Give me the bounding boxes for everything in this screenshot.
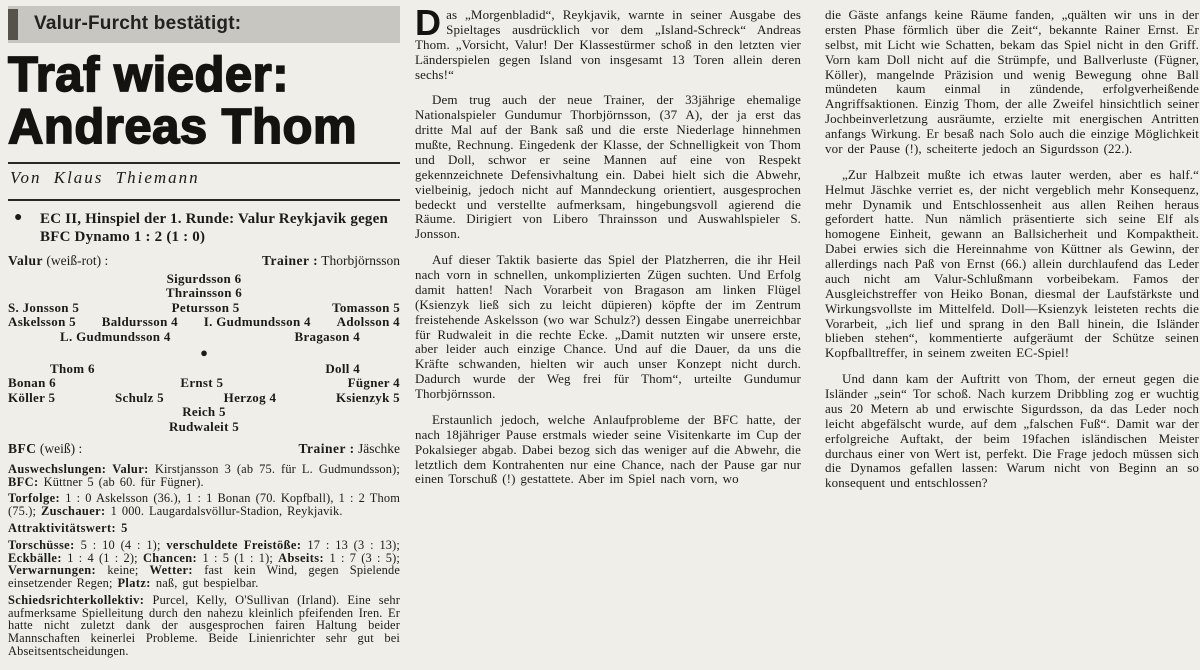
bfc-colors: (weiß) : [39, 440, 83, 456]
valur-ratings [8, 272, 400, 344]
article-paragraph: Und dann kam der Auftritt von Thom, der erneut gegen die Isländer „sein“ Tor schoß. Nach kurzem Dribbling zog er wuchtig aus 20 Metern ab und erwischte Sigurdsson, da das Leder noch leicht abgefälscht wurde, auf dem „falschen Fuß“. Damit war der erfolgreiche Auftakt, der beim 19fachen isländischen Meister durchaus einer von Wert ist, perfekt. Die Frage jedoch müssen sich die Dynamos gefallen lassen: Warum nicht von Beginn an so konsequent und entschlossen? [825, 371, 1199, 491]
bfc-label: BFC [8, 440, 37, 456]
player-rating: Petursson 5 [171, 299, 240, 315]
player-rating: Sigurdsson 6 [166, 270, 242, 286]
article-paragraph: Das „Morgenbladid“, Reykjavik, warnte in seiner Ausgabe des Spieltages ausdrücklich vor dem „Island-Schreck“ Andreas Thom. „Vorsicht, Valur! Der Klassestürmer schoß in den letzten vier Länderspielen gegen Island von insgesamt 13 Toren allein deren sechs!“ [415, 2, 801, 82]
player-rating: Ksienzyk 5 [335, 389, 400, 405]
player-rating: Köller 5 [8, 389, 56, 405]
bfc-row [8, 362, 400, 376]
player-rating: L. Gudmundsson 4 [60, 328, 171, 344]
stat-substitutions: Auswechslungen: Valur: Kirstjansson 3 (ab 75. für L. Gudmundsson); BFC: Küttner 5 (ab 60. für Fügner). [8, 461, 400, 489]
stat-figures: Torschüsse: 5 : 10 (4 : 1); verschuldete Freistöße: 17 : 13 (3 : 13); Eckbälle: 1 : 4 (1 : 2); Chancen: 1 : 5 (1 : 1); Abseits: 1 : 7 (3 : 5); Verwarnungen: keine; Wetter: fast kein Wind, gegen Spielende einsetzender Regen; Platz: naß, gut bespielbar. [8, 537, 401, 591]
player-rating: Schulz 5 [114, 389, 164, 405]
left-column [8, 6, 400, 670]
player-rating: Fügner 4 [347, 375, 400, 391]
bfc-row [8, 391, 400, 405]
trainer-label: Trainer : [298, 440, 355, 456]
player-rating: Baldursson 4 [101, 314, 178, 330]
player-rating: Reich 5 [182, 404, 226, 420]
scan-edge-mark [8, 9, 18, 40]
rule-bottom [8, 199, 400, 201]
headline-line-1: Traf wieder: [8, 48, 290, 102]
bfc-team-line [8, 441, 400, 457]
valur-team-line [8, 253, 400, 269]
match-header-text: EC II, Hinspiel der 1. Runde: Valur Reykjavik gegen BFC Dynamo 1 : 2 (1 : 0) [40, 210, 389, 245]
valur-row [8, 301, 400, 315]
player-rating: Thom 6 [50, 360, 95, 376]
valur-row [8, 315, 400, 329]
bfc-row [8, 405, 400, 419]
player-rating: I. Gudmundsson 4 [203, 314, 311, 330]
article-paragraph: Erstaunlich jedoch, welche Anlaufprobleme der BFC hatte, der nach 18jähriger Pause erstmals wieder seine Visitenkarte im Cup der Pokalsieger abgab. Dabei bezog sich das weniger auf die Abwehr, die letztlich dem Kontrahenten nur eine Chance, nach der Pause gar nur einen Torschuß (!) gestattete. Aber im Spiel nach vorn, wo [415, 411, 801, 487]
valur-colors: (weiß-rot) : [46, 252, 109, 268]
article-paragraph: „Zur Halbzeit mußte ich etwas lauter werden, aber es half.“ Helmut Jäschke verriet es, der nicht vergeblich mehr Konsequenz, mehr Dynamik und Entschlossenheit aus allen Reihen heraus gefordert hatte. Nun nämlich präsentierte sich seine Elf als homogene Einheit, gewann an Ballsicherheit und Kompaktheit. Dabei erwies sich die Hereinnahme von Küttner als Gewinn, der allerdings nach Paß von Ernst (66.) allein durchlaufend das Leder auch nicht am Valur-Schlußmann vorbeibekam. Famos der Ausgleichstreffer von Heiko Bonan, diesmal der Laufstärkste und Wirkungsvollste im Mittelfeld. Doll—Ksienzyk leisteten rechts die Vorarbeit, „ich lief und sprang in den Ball hinein, die Isländer blieben stehen“, kommentierte aufgeräumt der Schütze seinen Kopfballtreffer, in seinem zweiten EC-Spiel! [825, 166, 1199, 361]
player-rating: Bonan 6 [8, 375, 56, 391]
player-rating: Askelsson 5 [8, 314, 76, 330]
bfc-ratings [8, 362, 400, 434]
trainer-label: Trainer : [261, 252, 319, 268]
valur-row [8, 272, 400, 286]
bfc-trainer-name: Jäschke [358, 440, 400, 456]
valur-row [8, 286, 400, 300]
bullet-icon: ● [14, 209, 23, 225]
article-paragraph: die Gäste anfangs keine Räume fanden, „quälten wir uns in der ersten Phase förmlich über die Zeit“, bekannte Rainer Ernst. Er selbst, mit Licht wie Schatten, bekam das Spiel nicht in den Griff. Vorn kam Doll nicht auf die Strümpfe, und Ballverluste (Fügner, Köller), mangelnde Präzision und wenig Bewegung ohne Ball mündeten kaum einmal in zündende, erfolgverheißende Angriffsaktionen. Einzig Thom, der alle Zweifel hinsichtlich seiner Jochbeinverletzung ausräumte, erzielte mit energischen Antritten anfangs Wirkung. Er besaß nach Solo auch die einzige Möglichkeit vor der Pause (!), scheiterte jedoch an Sigurdsson (22.). [825, 7, 1199, 156]
stat-referees: Schiedsrichterkollektiv: Purcel, Kelly, O'Sullivan (Irland). Eine sehr aufmerksame Spielleitung durch den nahezu kleinlich pfeifenden Iren. Er hatte nicht zuletzt dank der ausgesprochen fairen Haltung beider Mannschaften keinerlei Probleme. Beide Linienrichter sehr gut bei Abseitsentscheidungen. [8, 592, 401, 658]
headline [8, 50, 400, 154]
valur-label: Valur [8, 252, 44, 268]
headline-line-2: Andreas Thom [8, 99, 358, 154]
team-separator-icon: ● [200, 344, 208, 360]
stat-attractiveness: Attraktivitätswert: 5 [8, 521, 128, 535]
drop-cap: D [415, 2, 442, 43]
byline: Von Klaus Thiemann [10, 167, 200, 187]
player-rating: S. Jonsson 5 [8, 299, 80, 315]
article-paragraph: Auf dieser Taktik basierte das Spiel der Platzherren, die ihr Heil nach vorn in schnellen, unkomplizierten Zügen suchten. Und Erfolg damit hatten! Nach Vorarbeit von Bragason am linken Flügel (Ksienzyk ließ sich zu leicht düpieren) köpfte der im Zentrum freistehende Askelsson (wo war Schulz?) dessen Eingabe unerreichbar für Rudwaleit in die rechte Ecke. „Damit nutzten wir unsere erste, aber leider auch einzige Chance. Und auf die Dauer, da uns die Kräfte schwanden, hielten wir auch unser Konzept nicht durch. Dadurch wurde der Weg frei für Thom“, urteilte Gundumur Thorbjörnsson. [415, 252, 801, 401]
article-column-2 [825, 6, 1199, 670]
player-rating: Bragason 4 [294, 328, 360, 344]
player-rating: Tomasson 5 [332, 299, 400, 315]
stat-goals: Torfolge: 1 : 0 Askelsson (36.), 1 : 1 Bonan (70. Kopfball), 1 : 2 Thom (75.); Zuschauer: 1 000. Laugardalsvöllur-Stadion, Reykjavik. [8, 491, 400, 519]
player-rating: Thrainsson 6 [165, 285, 243, 301]
player-rating: Ernst 5 [180, 375, 224, 391]
bfc-row [8, 420, 400, 434]
player-rating: Herzog 4 [223, 389, 277, 405]
player-rating: Adolsson 4 [336, 314, 400, 330]
article-paragraph: Dem trug auch der neue Trainer, der 33jährige ehemalige Nationalspieler Gundumur Thorbjörnsson, (37 A), der ja erst das dritte Mal auf der Bank saß und die erste Niederlage hinnehmen mußte, Rechnung. Eingedenk der Klasse, der Schnelligkeit von Thom und Doll, schwor er seine Mannen auf eine von Respekt gekennzeichnete Defensivhaltung ein. Dabei hielt sich die Abwehr, vielbeinig, jedoch nicht auf Manndeckung orientiert, ausgesprochen bedeckt und verstellte aufmerksam, hingebungsvoll agierend die Räume. Dirigiert von Libero Thrainsson und Auswahlspieler S. Jonsson. [415, 92, 801, 242]
match-stats [8, 463, 400, 658]
match-header [8, 210, 400, 246]
kicker-banner [8, 6, 400, 43]
player-rating: Rudwaleit 5 [168, 418, 240, 434]
valur-row [8, 330, 400, 344]
player-rating: Doll 4 [325, 360, 360, 376]
article-column-1 [415, 2, 801, 670]
kicker-text: Valur-Furcht bestätigt: [34, 13, 242, 34]
valur-trainer-name: Thorbjörnsson [321, 252, 400, 268]
bfc-row [8, 376, 400, 390]
